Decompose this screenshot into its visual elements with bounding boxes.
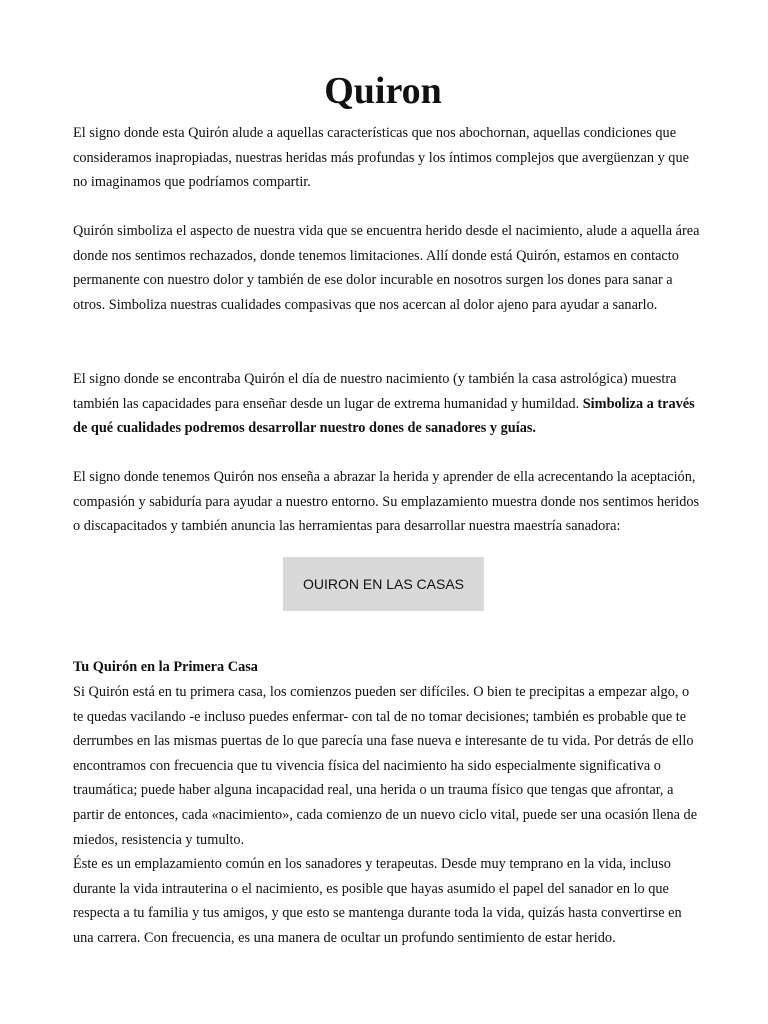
paragraph-healers: Éste es un emplazamiento común en los sanadores y terapeutas. Desde muy temprano en la vida, incluso durante la vida intrauterina o el nacimiento, es posible que hayas asumido el papel del sanador en lo que respecta a tu familia y tus amigos, y que esto se mantenga durante toda la vida, quizás hasta convertirse en una carrera. Con frecuencia, es una manera de ocultar un profundo sentimiento de estar herido.	[73, 856, 682, 946]
paragraph-embrace-wound: El signo donde tenemos Quirón nos enseña a abrazar la herida y aprender de ella acrecentando la aceptación, compasión y sabiduría para ayudar a nuestro entorno. Su emplazamiento muestra donde nos sentimos heridos o discapacitados y también anuncia las herramientas para desarrollar nuestra maestría sanadora:	[73, 469, 700, 535]
quiron-houses-button[interactable]: OUIRON EN LAS CASAS	[283, 557, 484, 611]
paragraph-birth-sign-text: El signo donde se encontraba Quirón el día de nuestro nacimiento (y también la casa astrológica) muestra también las capacidades para enseñar desde un lugar de extrema humanidad y humildad.	[73, 371, 677, 412]
paragraph-birth-sign-bold: Simboliza a través de qué cualidades podremos desarrollar nuestro dones de sanadores y guías.	[73, 395, 695, 437]
paragraph-intro: El signo donde esta Quirón alude a aquellas características que nos abochornan, aquellas condiciones que consideramos inapropiadas, nuestras heridas más profundas y los íntimos complejos que avergüenzan y que no imaginamos que podríamos compartir.	[73, 125, 689, 191]
paragraph-first-house: Si Quirón está en tu primera casa, los comienzos pueden ser difíciles. O bien te precipitas a empezar algo, o te quedas vacilando -e incluso puedes enfermar- con tal de no tomar decisiones; también es probable que te derrumbes en las mismas puertas de lo que parecía una fase nueva e interesante de tu vida. Por detrás de ello encontramos con frecuencia que tu vivencia física del nacimiento ha sido especialmente significativa o traumática; puede haber alguna incapacidad real, una herida o un trauma físico que tengas que afrontar, a partir de entonces, cada «nacimiento», cada comienzo de un nuevo ciclo vital, puede ser una ocasión llena de miedos, resistencia y tumulto.	[73, 684, 698, 848]
paragraph-symbolism: Quirón simboliza el aspecto de nuestra vida que se encuentra herido desde el nacimiento, alude a aquella área donde nos sentimos rechazados, donde tenemos limitaciones. Allí donde está Quirón, estamos en contacto permanente con nuestro dolor y también de ese dolor incurable en nosotros surgen los dones para sanar a otros. Simboliza nuestras cualidades compasivas que nos acercan al dolor ajeno para ayudar a sanarlo.	[73, 223, 700, 313]
page-title: Quiron	[324, 70, 442, 112]
heading-first-house: Tu Quirón en la Primera Casa	[73, 659, 258, 675]
paragraph-birth-sign	[73, 367, 703, 441]
